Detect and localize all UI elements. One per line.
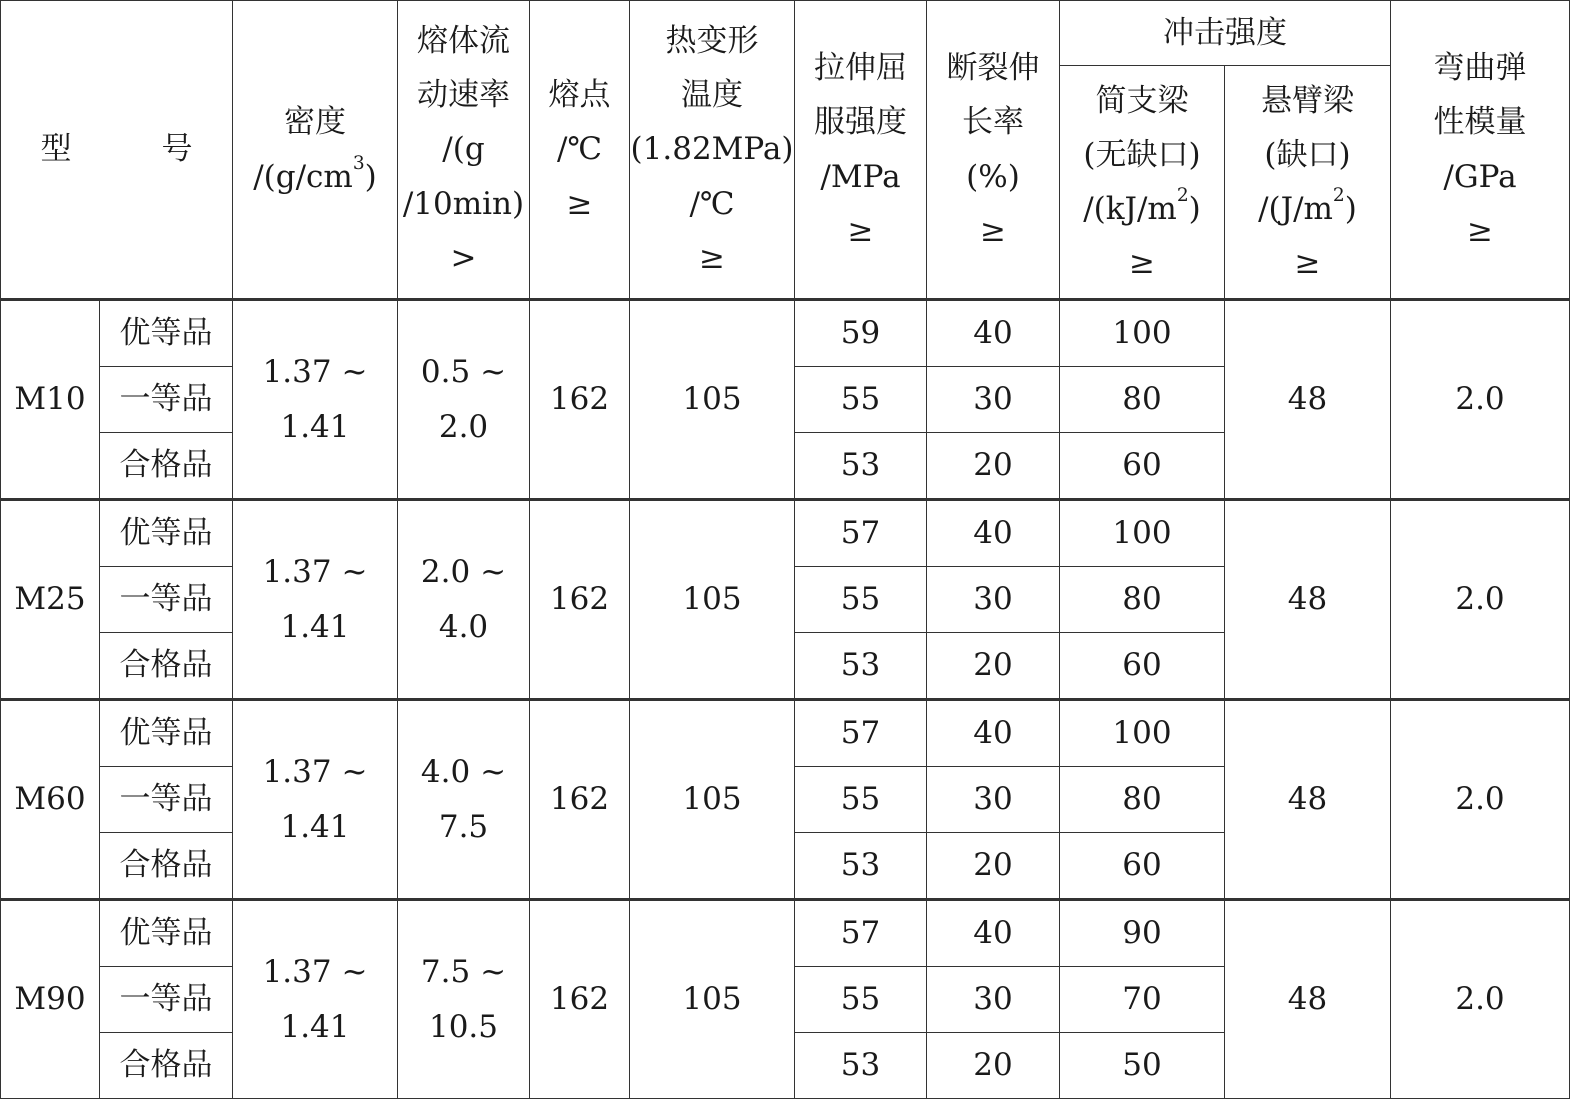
melt-flow-rate-cell: 2.0 ~ 4.0 [398,500,530,700]
header-charpy-unnotched: 简支梁 (无缺口) $/(kJ/m^2)$ ≥ [1060,66,1225,300]
header-heat-deflection-temp: 热变形 温度 (1.82MPa) /℃ ≥ [630,1,795,300]
elongation-cell: 30 [927,567,1060,633]
density-cell: 1.37 ~ 1.41 [233,500,398,700]
grade-level-cell: 合格品 [100,833,233,900]
header-type-char-1: 型 [40,131,72,168]
table-row [1,900,1570,967]
elongation-cell: 20 [927,833,1060,900]
model-cell: M25 [1,500,100,700]
tensile-strength-cell: 57 [795,900,927,967]
charpy-impact-cell: 80 [1060,567,1225,633]
grade-level-cell: 优等品 [100,900,233,967]
grade-level-cell: 一等品 [100,367,233,433]
flexural-modulus-cell: 2.0 [1391,900,1570,1099]
header-tensile-yield-strength: 拉伸屈 服强度 /MPa ≥ [795,1,927,300]
charpy-impact-cell: 80 [1060,767,1225,833]
melt-flow-rate-cell: 4.0 ~ 7.5 [398,700,530,900]
header-izod-notched: 悬臂梁 (缺口) $/(J/m^2)$ ≥ [1225,66,1391,300]
izod-impact-cell: 48 [1225,500,1391,700]
tensile-strength-cell: 53 [795,633,927,700]
header-row-1 [1,1,1570,66]
table-row [1,500,1570,567]
header-melt-flow-rate: 熔体流 动速率 /(g /10min) > [398,1,530,300]
tensile-strength-cell: 53 [795,833,927,900]
melt-flow-rate-cell: 0.5 ~ 2.0 [398,300,530,500]
elongation-cell: 40 [927,500,1060,567]
tensile-strength-cell: 55 [795,967,927,1033]
tensile-strength-cell: 55 [795,367,927,433]
model-cell: M10 [1,300,100,500]
elongation-cell: 40 [927,900,1060,967]
header-elongation-at-break: 断裂伸 长率 (%) ≥ [927,1,1060,300]
header-flexural-modulus: 弯曲弹 性模量 /GPa ≥ [1391,1,1570,300]
header-density: 密度 $/(g/cm^3)$ [233,1,398,300]
izod-impact-cell: 48 [1225,900,1391,1099]
charpy-impact-cell: 60 [1060,433,1225,500]
elongation-cell: 20 [927,633,1060,700]
tensile-strength-cell: 53 [795,1033,927,1099]
charpy-impact-cell: 100 [1060,500,1225,567]
density-cell: 1.37 ~ 1.41 [233,900,398,1099]
model-cell: M90 [1,900,100,1099]
elongation-cell: 30 [927,967,1060,1033]
tensile-strength-cell: 55 [795,767,927,833]
flexural-modulus-cell: 2.0 [1391,300,1570,500]
izod-impact-cell: 48 [1225,700,1391,900]
elongation-cell: 30 [927,367,1060,433]
flexural-modulus-cell: 2.0 [1391,500,1570,700]
charpy-impact-cell: 60 [1060,833,1225,900]
header-type [1,1,233,300]
melting-point-cell: 162 [530,900,630,1099]
charpy-impact-cell: 100 [1060,700,1225,767]
charpy-impact-cell: 90 [1060,900,1225,967]
table-body [1,1,1570,1099]
grade-level-cell: 一等品 [100,967,233,1033]
charpy-impact-cell: 80 [1060,367,1225,433]
table-row [1,700,1570,767]
melting-point-cell: 162 [530,500,630,700]
flexural-modulus-cell: 2.0 [1391,700,1570,900]
melt-flow-rate-cell: 7.5 ~ 10.5 [398,900,530,1099]
charpy-impact-cell: 100 [1060,300,1225,367]
heat-deflection-temp-cell: 105 [630,300,795,500]
table-row [1,300,1570,367]
header-type-char-2: 号 [161,131,193,168]
model-cell: M60 [1,700,100,900]
tensile-strength-cell: 59 [795,300,927,367]
heat-deflection-temp-cell: 105 [630,500,795,700]
grade-level-cell: 一等品 [100,567,233,633]
charpy-impact-cell: 60 [1060,633,1225,700]
grade-level-cell: 合格品 [100,1033,233,1099]
grade-level-cell: 合格品 [100,633,233,700]
grade-level-cell: 合格品 [100,433,233,500]
tensile-strength-cell: 57 [795,500,927,567]
elongation-cell: 20 [927,433,1060,500]
elongation-cell: 40 [927,700,1060,767]
elongation-cell: 40 [927,300,1060,367]
tensile-strength-cell: 53 [795,433,927,500]
header-impact-strength: 冲击强度 [1060,1,1391,66]
tensile-strength-cell: 57 [795,700,927,767]
density-cell: 1.37 ~ 1.41 [233,300,398,500]
density-cell: 1.37 ~ 1.41 [233,700,398,900]
tensile-strength-cell: 55 [795,567,927,633]
charpy-impact-cell: 70 [1060,967,1225,1033]
grade-level-cell: 一等品 [100,767,233,833]
header-melting-point: 熔点 /℃ ≥ [530,1,630,300]
elongation-cell: 30 [927,767,1060,833]
charpy-impact-cell: 50 [1060,1033,1225,1099]
heat-deflection-temp-cell: 105 [630,700,795,900]
melting-point-cell: 162 [530,300,630,500]
grade-level-cell: 优等品 [100,300,233,367]
grade-level-cell: 优等品 [100,500,233,567]
elongation-cell: 20 [927,1033,1060,1099]
grade-level-cell: 优等品 [100,700,233,767]
izod-impact-cell: 48 [1225,300,1391,500]
heat-deflection-temp-cell: 105 [630,900,795,1099]
melting-point-cell: 162 [530,700,630,900]
